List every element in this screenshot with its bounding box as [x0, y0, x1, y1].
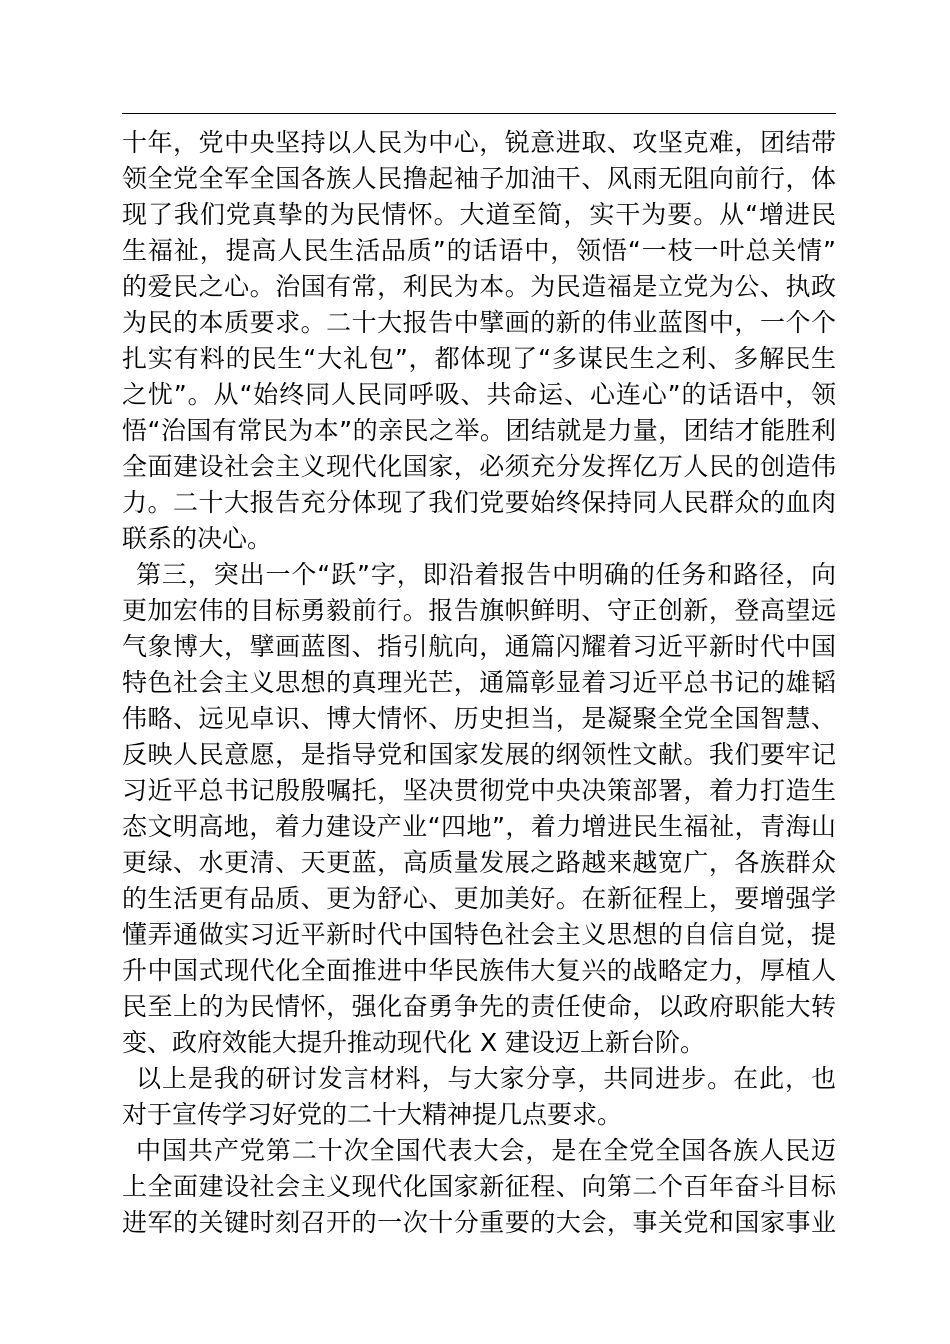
- text-line: 之忧”。从“始终同人民同呼吸、共命运、心连心”的话语中，领: [122, 380, 836, 409]
- text-line: 对于宣传学习好党的二十大精神提几点要求。: [122, 1100, 623, 1129]
- text-line: 气象博大，擘画蓝图、指引航向，通篇闪耀着习近平新时代中国: [122, 632, 836, 661]
- text-line: 力。二十大报告充分体现了我们党要始终保持同人民群众的血肉: [122, 488, 836, 517]
- text-line: 反映人民意愿，是指导党和国家发展的纲领性文献。我们要牢记: [122, 740, 836, 769]
- document-body: [122, 125, 836, 1241]
- text-line: 更加宏伟的目标勇毅前行。报告旗帜鲜明、守正创新，登高望远: [122, 596, 836, 625]
- text-line: 十年，党中央坚持以人民为中心，锐意进取、攻坚克难，团结带: [122, 128, 836, 157]
- paragraph-third-point: [122, 557, 836, 1061]
- text-line: 的生活更有品质、更为舒心、更加美好。在新征程上，要增强学: [122, 884, 836, 913]
- text-line: 扎实有料的民生“大礼包”，都体现了“多谋民生之利、多解民生: [122, 344, 836, 373]
- text-line: 第三，突出一个“跃”字，即沿着报告中明确的任务和路径，向: [136, 560, 836, 589]
- text-line: 中国共产党第二十次全国代表大会，是在全党全国各族人民迈: [136, 1136, 836, 1165]
- text-line: 态文明高地，着力建设产业“四地”，着力增进民生福祉，青海山: [122, 812, 836, 841]
- header-rule: [122, 113, 836, 114]
- text-line: 伟略、远见卓识、博大情怀、历史担当，是凝聚全党全国智慧、: [122, 704, 836, 733]
- text-line: 民至上的为民情怀，强化奋勇争先的责任使命，以政府职能大转: [122, 992, 836, 1021]
- text-line: 更绿、水更清、天更蓝，高质量发展之路越来越宽广，各族群众: [122, 848, 836, 877]
- text-line: 变、政府效能大提升推动现代化 X 建设迈上新台阶。: [122, 1028, 706, 1057]
- text-line: 联系的决心。: [122, 524, 273, 553]
- text-line: 上全面建设社会主义现代化国家新征程、向第二个百年奋斗目标: [122, 1172, 836, 1201]
- text-line: 以上是我的研讨发言材料，与大家分享，共同进步。在此，也: [136, 1064, 836, 1093]
- text-line: 为民的本质要求。二十大报告中擘画的新的伟业蓝图中，一个个: [122, 308, 836, 337]
- text-line: 的爱民之心。治国有常，利民为本。为民造福是立党为公、执政: [122, 272, 836, 301]
- paragraph-congress-intro: [122, 1133, 836, 1241]
- text-line: 现了我们党真挚的为民情怀。大道至简，实干为要。从“增进民: [122, 200, 836, 229]
- text-line: 生福祉，提高人民生活品质”的话语中，领悟“一枝一叶总关情”: [122, 236, 836, 265]
- text-line: 悟“治国有常民为本”的亲民之举。团结就是力量，团结才能胜利: [122, 416, 836, 445]
- text-line: 领全党全军全国各族人民撸起袖子加油干、风雨无阻向前行，体: [122, 164, 836, 193]
- text-line: 懂弄通做实习近平新时代中国特色社会主义思想的自信自觉，提: [122, 920, 836, 949]
- paragraph-people-centered: [122, 125, 836, 557]
- text-line: 习近平总书记殷殷嘱托，坚决贯彻党中央决策部署，着力打造生: [122, 776, 836, 805]
- text-line: 特色社会主义思想的真理光芒，通篇彰显着习近平总书记的雄韬: [122, 668, 836, 697]
- text-line: 进军的关键时刻召开的一次十分重要的大会，事关党和国家事业: [122, 1208, 836, 1237]
- paragraph-closing-remarks: [122, 1061, 836, 1133]
- text-line: 升中国式现代化全面推进中华民族伟大复兴的战略定力，厚植人: [122, 956, 836, 985]
- text-line: 全面建设社会主义现代化国家，必须充分发挥亿万人民的创造伟: [122, 452, 836, 481]
